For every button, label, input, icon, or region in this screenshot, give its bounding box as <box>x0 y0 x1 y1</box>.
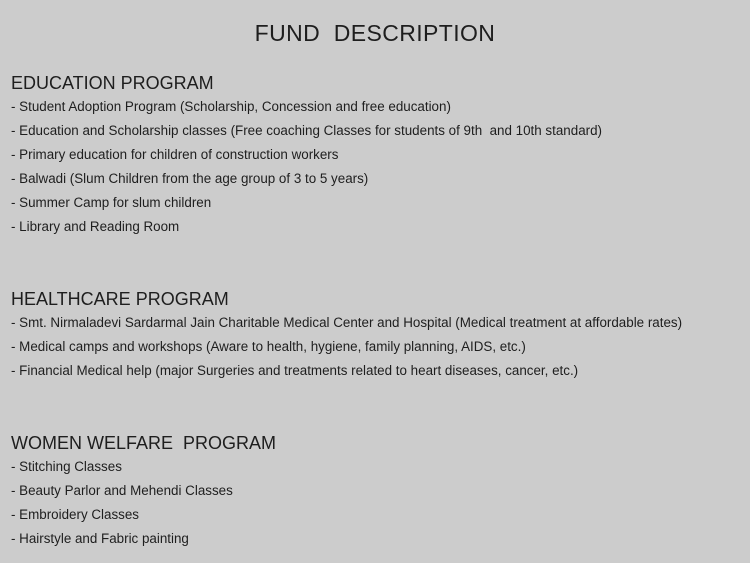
list-item: - Financial Medical help (major Surgeries and treatments related to heart diseases, cancer, etc.) <box>11 363 579 378</box>
list-item: - Embroidery Classes <box>11 507 139 522</box>
list-item: - Smt. Nirmaladevi Sardarmal Jain Charitable Medical Center and Hospital (Medical treatment at affordable rates) <box>11 315 683 330</box>
list-item: - Summer Camp for slum children <box>11 195 212 210</box>
section-heading: WOMEN WELFARE PROGRAM <box>11 433 277 453</box>
list-item: - Stitching Classes <box>11 459 122 474</box>
section-healthcare-program <box>11 287 741 383</box>
section-education-program <box>11 71 741 239</box>
list-item: - Beauty Parlor and Mehendi Classes <box>11 483 233 498</box>
list-item: - Primary education for children of construction workers <box>11 147 339 162</box>
item-list <box>11 455 741 551</box>
list-item: - Student Adoption Program (Scholarship, Concession and free education) <box>11 99 451 114</box>
item-list <box>11 311 741 383</box>
list-item: - Medical camps and workshops (Aware to health, hygiene, family planning, AIDS, etc.) <box>11 339 526 354</box>
section-heading: HEALTHCARE PROGRAM <box>11 289 229 309</box>
section-heading: EDUCATION PROGRAM <box>11 73 214 93</box>
list-item: - Education and Scholarship classes (Free coaching Classes for students of 9th and 10th standard) <box>11 123 603 138</box>
list-item: - Balwadi (Slum Children from the age group of 3 to 5 years) <box>11 171 369 186</box>
section-women-welfare-program <box>11 431 741 551</box>
page-title: FUND DESCRIPTION <box>254 20 496 46</box>
list-item: - Hairstyle and Fabric painting <box>11 531 189 546</box>
item-list <box>11 95 741 239</box>
list-item: - Library and Reading Room <box>11 219 180 234</box>
